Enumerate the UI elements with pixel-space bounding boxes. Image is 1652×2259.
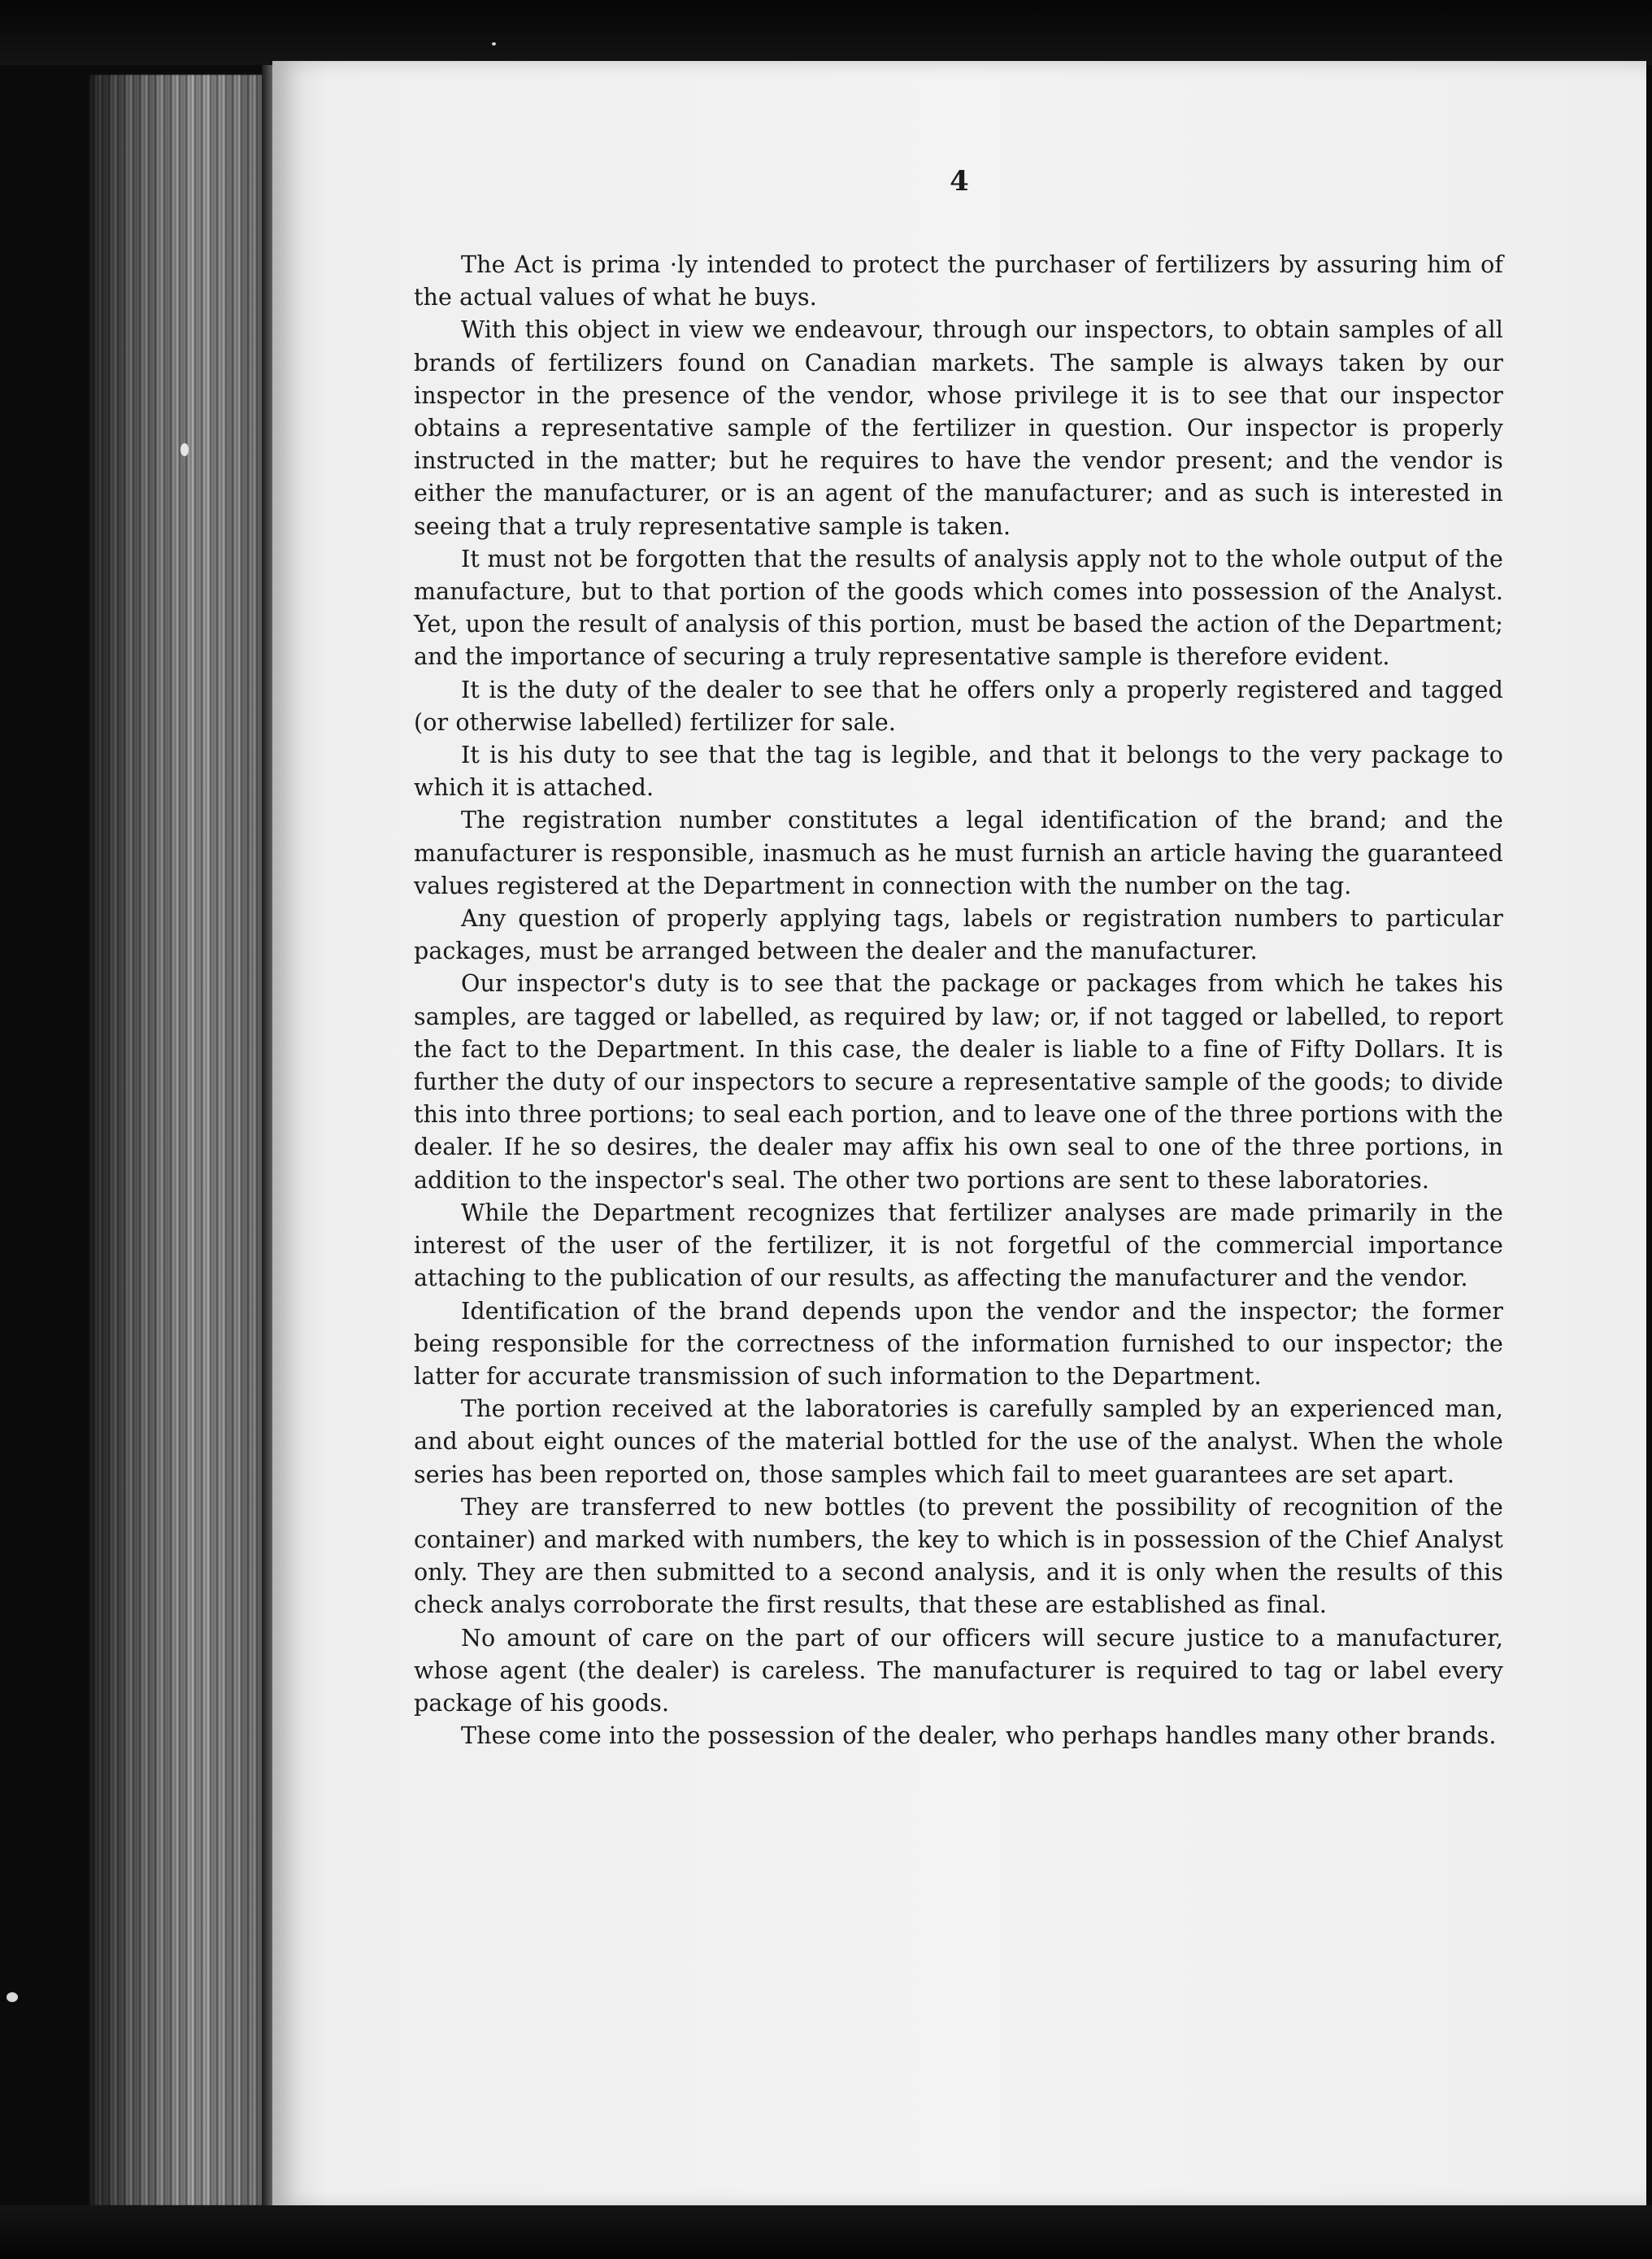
paragraph: The Act is prima ·ly intended to protect the purchaser of fertilizers by assuring him of the actual values of what he buys. bbox=[414, 251, 1503, 311]
body-text bbox=[414, 249, 1503, 1752]
paragraph: No amount of care on the part of our officers will secure justice to a manufacturer, whose agent (the dealer) is careless. The manufacturer is required to tag or label every package of his goods. bbox=[414, 1624, 1503, 1717]
scan-speck bbox=[492, 42, 496, 46]
paragraph: It is his duty to see that the tag is legible, and that it belongs to the very package to which it is attached. bbox=[414, 742, 1503, 802]
paragraph: Identification of the brand depends upon the vendor and the inspector; the former being responsible for the correctness of the information furnished to our inspector; the latter for accurate transmission of such information to the Department. bbox=[414, 1297, 1503, 1390]
scanner-frame-bottom bbox=[0, 2205, 1652, 2259]
paragraph: The registration number constitutes a legal identification of the brand; and the manufacturer is responsible, inasmuch as he must furnish an article having the guaranteed values registered at the Department in connection with the number on the tag. bbox=[414, 807, 1503, 899]
paragraph: They are transferred to new bottles (to prevent the possibility of recognition of the container) and marked with numbers, the key to which is in possession of the Chief Analyst only. They are then submitted to a second analysis, and it is only when the results of this check analys corroborate the first results, that these are established as final. bbox=[414, 1493, 1503, 1619]
page-sheet bbox=[272, 61, 1646, 2208]
scan-speck bbox=[7, 1992, 18, 2002]
paragraph: Our inspector's duty is to see that the package or packages from which he takes his samples, are tagged or labelled, as required by law; or, if not tagged or labelled, to report the fact to the Department. In this case, the dealer is liable to a fine of Fifty Dollars. It is further the duty of our inspectors to secure a representative sample of the goods; to divide this into three portions; to seal each portion, and to leave one of the three portions with the dealer. If he so desires, the dealer may affix his own seal to one of the three portions, in addition to the inspector's seal. The other two portions are sent to these laboratories. bbox=[414, 970, 1503, 1194]
paragraph: While the Department recognizes that fertilizer analyses are made primarily in the interest of the user of the fertilizer, it is not forgetful of the commercial importance attaching to the publication of our results, as affecting the manufacturer and the vendor. bbox=[414, 1199, 1503, 1292]
page-number: 4 bbox=[950, 165, 969, 198]
paragraph: These come into the possession of the dealer, who perhaps handles many other brands. bbox=[461, 1722, 1497, 1750]
scanner-frame-top bbox=[0, 0, 1652, 65]
paragraph: Any question of properly applying tags, labels or registration numbers to particular packages, must be arranged between the dealer and the manufacturer. bbox=[414, 905, 1503, 965]
paragraph: With this object in view we endeavour, through our inspectors, to obtain samples of all brands of fertilizers found on Canadian markets. The sample is always taken by our inspector in the presence of the vendor, whose privilege it is to see that our inspector obtains a representative sample of the fertilizer in question. Our inspector is properly instructed in the matter; but he requires to have the vendor present; and the vendor is either the manufacturer, or is an agent of the manufacturer; and as such is interested in seeing that a truly representative sample is taken. bbox=[414, 316, 1503, 540]
scan-speck bbox=[180, 443, 189, 456]
paragraph: It must not be forgotten that the results of analysis apply not to the whole output of the manufacture, but to that portion of the goods which comes into possession of the Analyst. Yet, upon the result of analysis of this portion, must be based the action of the Department; and the importance of securing a truly representative sample is therefore evident. bbox=[414, 545, 1503, 671]
paragraph: The portion received at the laboratories is carefully sampled by an experienced man, and about eight ounces of the material bottled for the use of the analyst. When the whole series has been reported on, those samples which fail to meet guarantees are set apart. bbox=[414, 1395, 1503, 1488]
book-page-edges bbox=[89, 75, 270, 2205]
paragraph: It is the duty of the dealer to see that he offers only a properly registered and tagged (or otherwise labelled) fertilizer for sale. bbox=[414, 676, 1503, 736]
